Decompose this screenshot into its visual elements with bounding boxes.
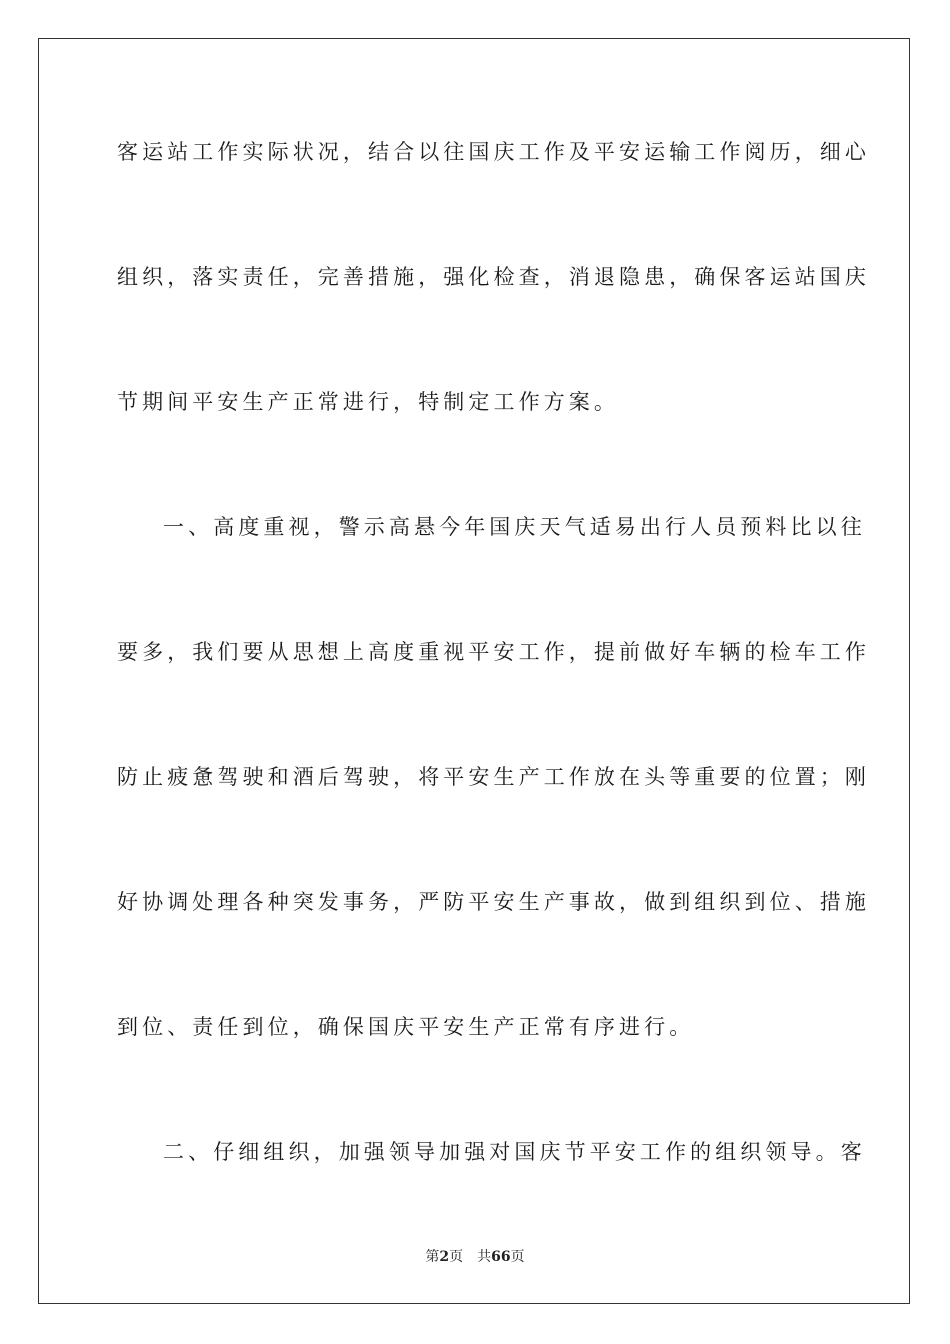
total-prefix: 共 — [477, 1249, 492, 1265]
page-prefix: 第 — [425, 1249, 440, 1265]
total-pages: 66 — [491, 1249, 511, 1265]
body-line: 组织，落实责任，完善措施，强化检查，消退隐患，确保客运站国庆 — [117, 265, 870, 289]
page-footer — [0, 1247, 950, 1267]
page-number: 2 — [439, 1249, 450, 1265]
page-border — [38, 38, 910, 1304]
body-line: 到位、责任到位，确保国庆平安生产正常有序进行。 — [117, 1015, 695, 1039]
body-line: 要多，我们要从思想上高度重视平安工作，提前做好车辆的检车工作 — [117, 640, 870, 664]
paragraph-heading-2: 二、仔细组织，加强领导加强对国庆节平安工作的组织领导。客 — [163, 1140, 866, 1164]
body-line: 节期间平安生产正常进行，特制定工作方案。 — [117, 390, 619, 414]
body-line: 防止疲惫驾驶和酒后驾驶，将平安生产工作放在头等重要的位置；刚 — [117, 765, 870, 789]
body-line: 好协调处理各种突发事务，严防平安生产事故，做到组织到位、措施 — [117, 890, 870, 914]
total-suffix: 页 — [510, 1249, 525, 1265]
body-line: 客运站工作实际状况，结合以往国庆工作及平安运输工作阅历，细心 — [117, 140, 870, 164]
paragraph-heading-1: 一、高度重视，警示高悬今年国庆天气适易出行人员预料比以往 — [163, 515, 866, 539]
page-suffix: 页 — [449, 1249, 464, 1265]
